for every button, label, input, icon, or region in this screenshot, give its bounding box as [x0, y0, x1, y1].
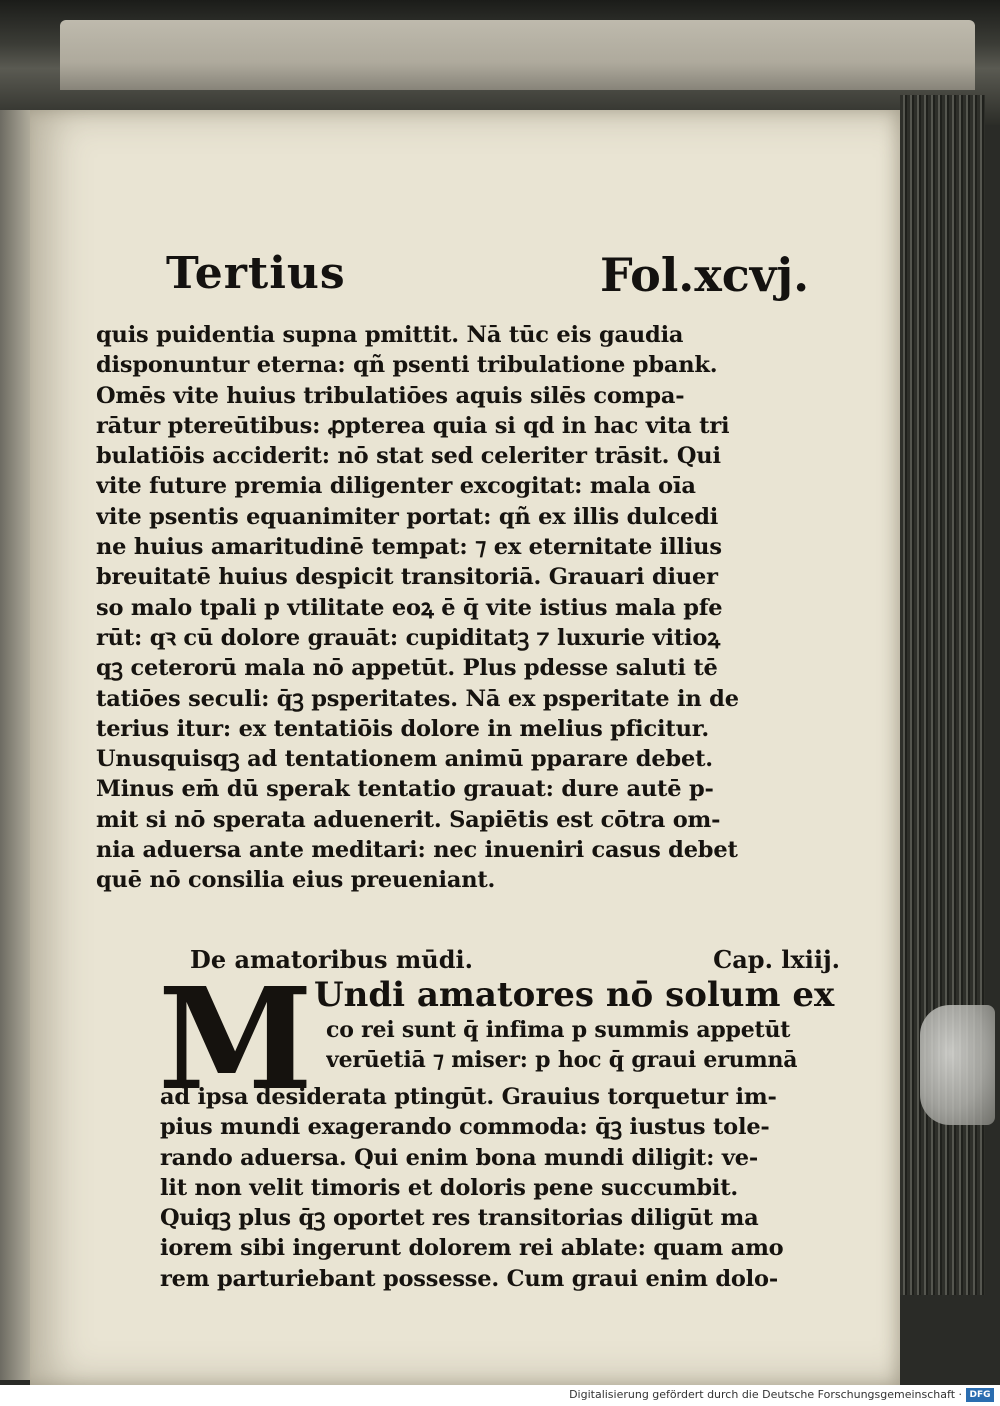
text-line: ne huius amaritudinē tempat: ⁊ ex eternitate illius: [96, 534, 722, 561]
book-clasp: [920, 1005, 995, 1125]
text-line: qꝫ ceterorū mala nō appetūt. Plus pdesse saluti tē: [96, 655, 718, 682]
body-text-lower: [160, 1082, 850, 1294]
dfg-logo: DFG: [966, 1388, 994, 1402]
footer-credit: Digitalisierung gefördert durch die Deutsche Forschungsgemeinschaft ·: [569, 1388, 962, 1401]
text-line: so malo tpali p vtilitate eoꝝ ē q̄ vite istius mala pfe: [96, 594, 723, 621]
text-line: Omēs vite huius tribulatiōes aquis silēs compa-: [96, 382, 685, 409]
text-line: bulatiōis acciderit: nō stat sed celeriter trāsit. Qui: [96, 443, 721, 470]
page-header: [30, 248, 900, 308]
text-line: vite future premia diligenter excogitat: mala oīa: [96, 473, 696, 500]
chapter-number: Cap. lxiij.: [713, 945, 840, 974]
text-line: rando aduersa. Qui enim bona mundi diligit: ve-: [160, 1144, 758, 1171]
text-line: disponuntur eterna: qñ psenti tribulatione pbank.: [96, 352, 718, 379]
chapter-title: De amatoribus mūdi.: [190, 945, 473, 974]
printed-page: [30, 110, 900, 1385]
text-line: lit non velit timoris et doloris pene succumbit.: [160, 1174, 739, 1201]
body-text-upper: [96, 320, 816, 896]
text-line: breuitatē huius despicit transitoriā. Grauari diuer: [96, 564, 718, 591]
text-line: tatiōes seculi: q̄ꝫ psperitates. Nā ex psperitate in de: [96, 685, 739, 712]
text-line: co rei sunt q̄ infima p summis appetūt: [326, 1017, 791, 1043]
text-line: nia aduersa ante meditari: nec inueniri casus debet: [96, 837, 738, 864]
text-line: mit si nō sperata aduenerit. Sapiētis est cōtra om-: [96, 806, 721, 833]
chapter-first-line: Undi amatores nō solum ex: [314, 975, 835, 1015]
running-head: Tertius: [166, 248, 346, 299]
folio-number: Fol.xcvj.: [600, 248, 810, 302]
text-line: terius itur: ex tentatiōis dolore in melius pficitur.: [96, 715, 709, 742]
text-line: pius mundi exagerando commoda: q̄ꝫ iustus tole-: [160, 1114, 770, 1141]
page-stack-top: [60, 20, 975, 90]
text-line: quis puidentia supna pmittit. Nā tūc eis gaudia: [96, 322, 684, 348]
text-line: Minus em̄ dū sperak tentatio grauat: dure autē p-: [96, 776, 714, 803]
body-text-indented: [326, 1015, 846, 1076]
text-line: vite psentis equanimiter portat: qñ ex illis dulcedi: [96, 503, 719, 530]
digitization-footer: [0, 1385, 1000, 1406]
text-line: verūetiā ⁊ miser: p hoc q̄ graui erumnā: [326, 1047, 798, 1074]
text-line: ad ipsa desiderata ptingūt. Grauius torquetur im-: [160, 1084, 777, 1110]
text-line: quē nō consilia eius preueniant.: [96, 867, 496, 894]
text-line: rūt: qꝛ cū dolore grauāt: cupiditatꝫ ⁊ luxurie vitioꝝ: [96, 624, 721, 651]
text-line: rātur ptereūtibus: ꝓpterea quia si qd in hac vita tri: [96, 412, 730, 439]
text-line: iorem sibi ingerunt dolorem rei ablate: quam amo: [160, 1235, 784, 1262]
text-line: rem parturiebant possesse. Cum graui enim dolo-: [160, 1265, 778, 1292]
decorated-initial: M: [158, 958, 313, 1122]
text-line: Quiqꝫ plus q̄ꝫ oportet res transitorias diligūt ma: [160, 1205, 759, 1232]
text-line: Unusquisqꝫ ad tentationem animū pparare debet.: [96, 746, 713, 773]
